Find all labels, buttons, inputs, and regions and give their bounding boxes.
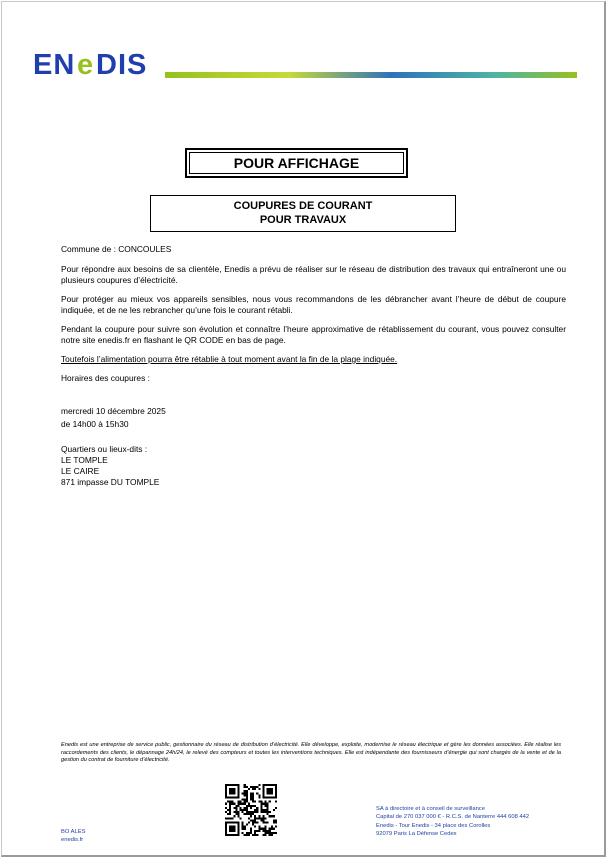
quartiers-label: Quartiers ou lieux-dits : [61,444,148,454]
footer-disclaimer: Enedis est une entreprise de service public, gestionnaire du réseau de distribution d’électricité. Elle développe, exploite, modernise le réseau électrique et gère les données associées. Elle réalise les raccordements des clients, le dépannage 24h/24, le relevé des compteurs et toutes les interventions techniques. Elle est indépendante des fournisseurs d’énergie qui sont chargés de la vente et de la gestion du contrat de fourniture d’électricité. [61,742,561,764]
warning-text: Toutefois l’alimentation pourra être rétablie à tout moment avant la fin de la plage indiquée. [61,354,398,364]
svg-text:e: e [77,49,94,78]
footer-left [61,828,86,844]
quartier-item: LE CAIRE [61,466,100,476]
subtitle-line-2: POUR TRAVAUX [259,214,347,226]
page-title: POUR AFFICHAGE [189,152,404,174]
quartier-item: 871 impasse DU TOMPLE [61,477,160,487]
commune-label: Commune de : CONCOULES [61,244,172,254]
outage-date: mercredi 10 décembre 2025 [61,406,166,416]
subtitle-line-1: COUPURES DE COURANT [233,200,373,212]
qr-code [225,784,277,836]
svg-text:DIS: DIS [96,49,148,78]
document-page [1,1,606,857]
footer-legal-line: Enedis - Tour Enedis - 34 place des Corolles [376,822,491,829]
paragraph-2: Pour protéger au mieux vos appareils sensibles, nous vous recommandons de les débrancher avant l’heure de début de coupure indiquée, et de ne les rebrancher qu’une fois le courant rétabli. [61,294,566,315]
footer-left-line: BO ALES [61,829,86,835]
quartier-item: LE TOMPLE [61,455,108,465]
paragraph-1: Pour répondre aux besoins de sa clientèle, Enedis a prévu de réaliser sur le réseau de distribution des travaux qui entraîneront une ou plusieurs coupures d’électricité. [61,264,566,285]
subtitle-box [150,195,456,232]
paragraph-3: Pendant la coupure pour suivre son évolution et connaître l’heure approximative de rétablissement du courant, vous pouvez consulter notre site enedis.fr en flashant le QR CODE en bas de page. [61,324,566,345]
footer-left-link[interactable]: enedis.fr [61,837,84,843]
footer-legal [376,805,529,838]
notice-body [61,244,566,488]
svg-text:EN: EN [33,49,76,78]
logo-color-band [165,72,577,78]
footer-legal-line: Capital de 270 037 000 € - R.C.S. de Nanterre 444 608 442 [376,814,530,821]
footer-legal-line: SA à directoire et à conseil de surveillance [376,806,485,812]
horaires-label: Horaires des coupures : [61,373,150,383]
outage-time: de 14h00 à 15h30 [61,419,129,429]
enedis-logo [33,48,161,78]
title-box [185,148,408,178]
footer-legal-line: 92079 Paris La Défense Cedex [376,830,457,837]
